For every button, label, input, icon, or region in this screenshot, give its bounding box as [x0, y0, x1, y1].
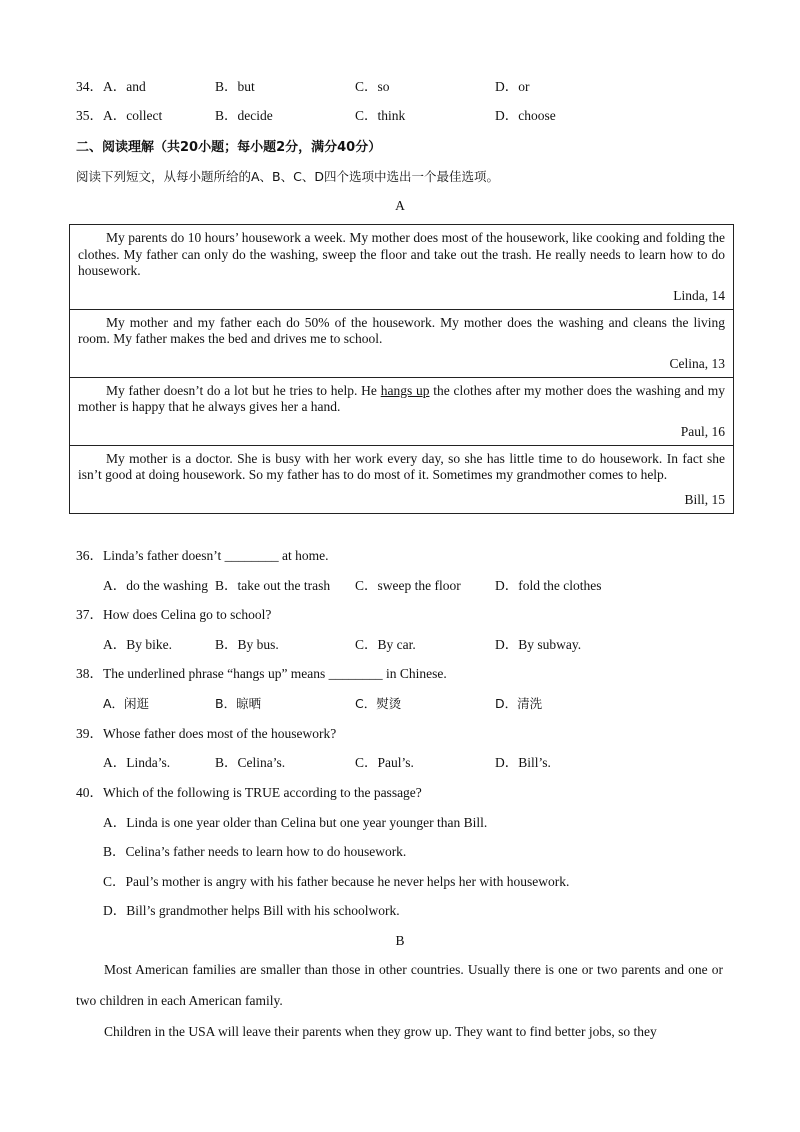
section-instruction: 阅读下列短文，从每小题所给的A、B、C、D四个选项中选出一个最佳选项。	[76, 169, 499, 184]
q40-option-c[interactable]: C．Paul’s mother is angry with his father because he never helps her with housework.	[103, 874, 570, 889]
q38-option-a[interactable]: A．闲逛	[103, 696, 150, 711]
letter-celina	[70, 309, 733, 377]
letter-linda	[70, 225, 733, 309]
letter-signature: Celina, 13	[669, 355, 725, 371]
underlined-phrase: hangs up	[380, 382, 430, 398]
q36-option-a[interactable]: A．do the washing	[103, 578, 208, 593]
letter-text: My parents do 10 hours’ housework a week. My mother does most of the housework, like cooking and folding the clothes. My father can only do the washing, sweep the floor and take out the trash. He really needs to learn how to do housework.	[78, 230, 725, 278]
q34-option-b[interactable]: B．but	[215, 79, 255, 94]
letter-text: My father doesn’t do a lot but he tries to help. He hangs up the clothes after my mother does the washing and my mother is happy that he always gives her a hand.	[78, 382, 725, 414]
q38-option-c[interactable]: C．熨烫	[355, 696, 402, 711]
q35-option-c[interactable]: C．think	[355, 108, 406, 123]
question-36-options	[103, 576, 753, 596]
q39-option-c[interactable]: C．Paul’s.	[355, 755, 414, 770]
q34-option-a[interactable]: 34．A．and	[76, 79, 146, 94]
q40-option-a[interactable]: A．Linda is one year older than Celina but one year younger than Bill.	[103, 815, 488, 830]
question-39-options	[103, 753, 753, 773]
question-38-options	[103, 694, 753, 714]
q34-option-c[interactable]: C．so	[355, 79, 390, 94]
question-35-options	[76, 106, 726, 126]
letter-signature: Bill, 15	[684, 491, 725, 507]
passage-b-label: B	[395, 933, 405, 948]
q39-option-b[interactable]: B．Celina’s.	[215, 755, 286, 770]
q40-option-d[interactable]: D．Bill’s grandmother helps Bill with his schoolwork.	[103, 903, 400, 918]
section-title: 二、阅读理解（共20小题；每小题2分，满分40分）	[76, 140, 382, 155]
q39-option-d[interactable]: D．Bill’s.	[495, 755, 551, 770]
q37-option-a[interactable]: A．By bike.	[103, 637, 172, 652]
q37-option-c[interactable]: C．By car.	[355, 637, 416, 652]
q37-option-d[interactable]: D．By subway.	[495, 637, 582, 652]
letter-text: My mother is a doctor. She is busy with her work every day, so she has little time to do housework. In fact she isn’t good at doing housework. So my father has to do most of it. Sometimes my grandmother comes to help.	[78, 450, 725, 482]
question-37-options	[103, 635, 753, 655]
letters-table	[69, 224, 734, 514]
question-40-stem: 40．Which of the following is TRUE according to the passage?	[76, 785, 422, 800]
letter-bill	[70, 445, 733, 513]
q39-option-a[interactable]: A．Linda’s.	[103, 755, 171, 770]
q36-option-c[interactable]: C．sweep the floor	[355, 578, 461, 593]
q36-option-b[interactable]: B．take out the trash	[215, 578, 331, 593]
passage-a-label: A	[395, 198, 405, 213]
passage-b-paragraph-1: Most American families are smaller than those in other countries. Usually there is one or two parents and one or two children in each American family.	[76, 962, 723, 1008]
q35-option-a[interactable]: 35．A．collect	[76, 108, 163, 123]
letter-signature: Paul, 16	[680, 423, 725, 439]
letter-text: My mother and my father each do 50% of the housework. My mother does the washing and cleans the living room. My father makes the bed and drives me to school.	[78, 314, 725, 346]
q34-option-d[interactable]: D．or	[495, 79, 530, 94]
q35-option-b[interactable]: B．decide	[215, 108, 273, 123]
q37-option-b[interactable]: B．By bus.	[215, 637, 279, 652]
question-39-stem: 39．Whose father does most of the housework?	[76, 726, 337, 741]
q35-option-d[interactable]: D．choose	[495, 108, 556, 123]
q38-option-b[interactable]: B．晾晒	[215, 696, 262, 711]
question-34-options	[76, 77, 726, 97]
passage-b-paragraph-2: Children in the USA will leave their parents when they grow up. They want to find better jobs, so they	[104, 1024, 657, 1039]
q40-option-b[interactable]: B．Celina’s father needs to learn how to do housework.	[103, 844, 407, 859]
q36-option-d[interactable]: D．fold the clothes	[495, 578, 602, 593]
letter-signature: Linda, 14	[673, 287, 725, 303]
question-37-stem: 37．How does Celina go to school?	[76, 607, 272, 622]
question-38-stem: 38．The underlined phrase “hangs up” means ________ in Chinese.	[76, 666, 447, 681]
q38-option-d[interactable]: D．清洗	[495, 696, 543, 711]
letter-paul	[70, 377, 733, 445]
question-36-stem: 36．Linda’s father doesn’t ________ at home.	[76, 548, 329, 563]
